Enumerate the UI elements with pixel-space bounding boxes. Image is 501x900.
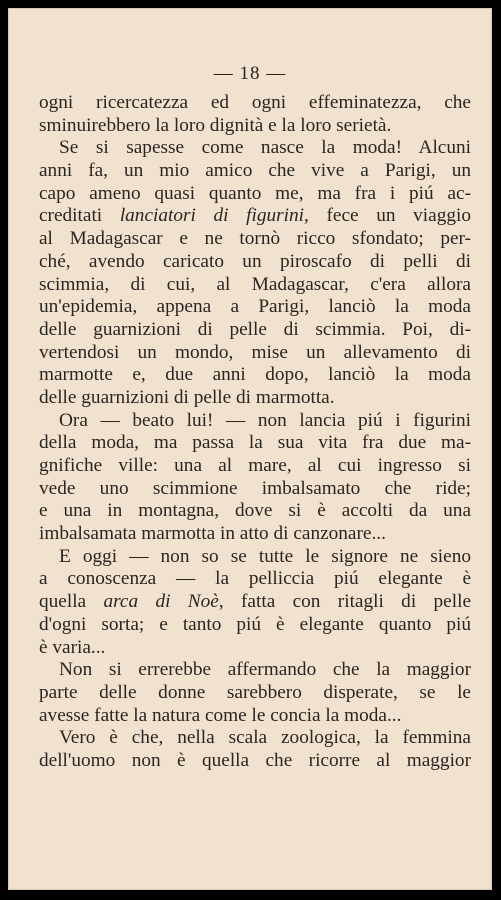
text-line: della moda, ma passa la sua vita fra due ma- — [39, 432, 471, 454]
text-line: capo ameno quasi quanto me, ma fra i piú ac- — [39, 182, 471, 204]
italic-phrase: lanciatori di figurini — [119, 205, 305, 227]
text-line: avesse fatte la natura come le concia la moda... — [39, 704, 402, 726]
body-text — [39, 92, 471, 773]
text-line: gnifiche ville: una al mare, al cui ingresso si — [39, 455, 471, 476]
text-line: Se si sapesse come nasce la moda! Alcuni — [59, 137, 471, 159]
text-line: sminuirebbero la loro dignità e la loro serietà. — [39, 114, 392, 136]
text-line: un'epidemia, appena a Parigi, lanciò la moda — [39, 296, 471, 318]
text-line: imbalsamata marmotta in atto di canzonare... — [39, 523, 386, 545]
text-line: Ora — beato lui! — non lancia piú i figurini — [59, 409, 471, 431]
text-line: Non si errerebbe affermando che la maggior — [59, 659, 471, 681]
text-line: ché, avendo caricato un piroscafo di pelli di — [39, 250, 471, 272]
text-line: d'ogni sorta; e tanto piú è elegante quanto piú — [39, 613, 471, 635]
text-line: quella arca di Noè, fatta con ritagli di pelle — [39, 591, 471, 613]
text-line: delle guarnizioni di pelle di scimmia. Poi, di- — [39, 318, 471, 340]
text-line: vede uno scimmione imbalsamato che ride; — [39, 477, 471, 499]
text-line: a conoscenza — la pelliccia piú elegante è — [39, 568, 471, 590]
text-line: vertendosi un mondo, mise un allevamento di — [39, 341, 471, 363]
text-line: parte delle donne sarebbero disperate, se le — [39, 681, 471, 703]
text-line: anni fa, un mio amico che vive a Parigi, un — [39, 160, 471, 182]
text-line: Vero è che, nella scala zoologica, la femmina — [59, 727, 471, 749]
text-line: delle guarnizioni di pelle di marmotta. — [39, 386, 335, 408]
italic-phrase: arca di Noè — [103, 591, 219, 613]
text-line: e una in montagna, dove si è accolti da una — [39, 500, 471, 522]
text-line: scimmia, di cui, al Madagascar, c'era allora — [39, 273, 471, 295]
text-line: è varia... — [39, 636, 106, 658]
text-line: E oggi — non so se tutte le signore ne sieno — [59, 545, 471, 567]
text-line: ogni ricercatezza ed ogni effeminatezza, che — [39, 92, 471, 113]
text-line: marmotte e, due anni dopo, lanciò la moda — [39, 364, 471, 386]
text-line: dell'uomo non è quella che ricorre al maggior — [39, 749, 471, 771]
book-page — [8, 8, 492, 890]
text-line: creditati lanciatori di figurini, fece un viaggio — [39, 205, 471, 227]
page-number-header: — 18 — — [213, 63, 287, 84]
text-line: al Madagascar e ne tornò ricco sfondato; per- — [39, 228, 471, 250]
